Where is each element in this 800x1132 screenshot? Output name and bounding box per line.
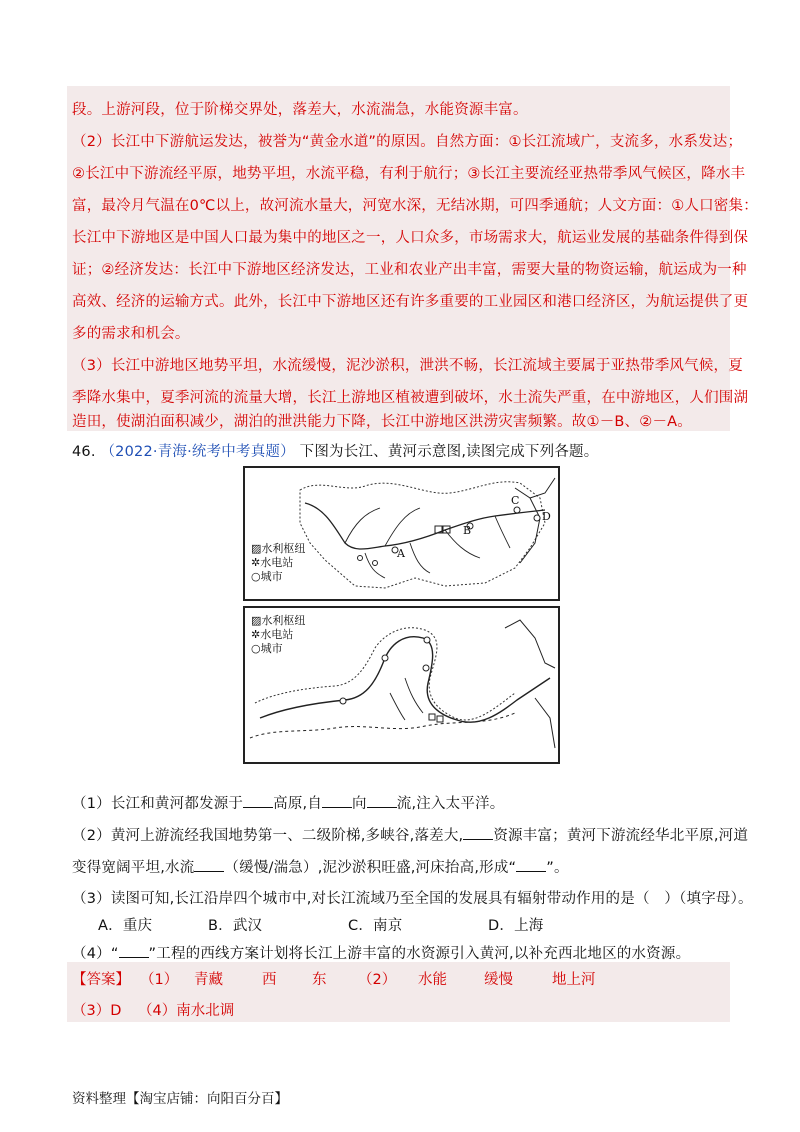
yellow-river-map — [243, 606, 560, 764]
map-label-a: A — [397, 547, 405, 560]
answer-line: 高效、经济的运输方式。此外，长江中下游地区还有许多重要的工业园区和港口经济区，为航运提供了更 — [72, 294, 749, 310]
answer-key-line-1: 【答案】 （1） 青藏 西 东 （2） 水能 缓慢 地上河 — [72, 968, 596, 989]
answer-tag: 【答案】 — [72, 972, 130, 988]
options-row — [98, 914, 543, 935]
legend-dam: ▨水利枢纽 — [251, 614, 306, 627]
legend — [251, 614, 305, 656]
blank[interactable] — [243, 793, 273, 808]
answer-line: 造田，使湖泊面积减少，湖泊的泄洪能力下降，长江中游地区洪涝灾害频繁。故①－B、②－A。 — [72, 414, 692, 430]
sub-question-2-line-2: 变得宽阔平坦,水流 （缓慢/湍急）,泥沙淤积旺盛,河床抬高,形成“ ”。 — [72, 856, 569, 877]
blank[interactable] — [119, 943, 149, 958]
sub-question-1: （1）长江和黄河都发源于 高原,自 向 流,注入太平洋。 — [72, 792, 504, 813]
hydro-station-icon: ✲ — [251, 628, 261, 641]
answer-line: 富，最冷月气温在0℃以上，故河流水量大，河宽水深，无结冰期，可四季通航；人文方面：①人口密集： — [72, 198, 758, 214]
option-c[interactable]: C．南京 — [348, 918, 403, 934]
answer-line: （2）长江中下游航运发达，被誉为“黄金水道”的原因。自然方面：①长江流域广，支流多，水系发达； — [72, 134, 743, 150]
question-header — [72, 440, 598, 461]
hydro-station-icon: ✲ — [251, 556, 261, 569]
question-number: 46. — [72, 444, 96, 460]
question-source: （2022·青海·统考中考真题） — [100, 444, 295, 460]
option-b[interactable]: B．武汉 — [208, 918, 263, 934]
dam-icon: ▨ — [251, 614, 262, 627]
answer-line: 季降水集中，夏季河流的流量大增，长江上游地区植被遭到破坏，水土流失严重，在中游地区，人们围湖 — [72, 390, 749, 406]
answer-line: （3）长江中游地区地势平坦，水流缓慢，泥沙淤积，泄洪不畅，长江流域主要属于亚热带季风气候，夏 — [72, 358, 743, 374]
map-label-c: C — [511, 494, 520, 507]
legend-hydro: ✲水电站 — [251, 556, 294, 569]
answer-line: 段。上游河段，位于阶梯交界处，落差大，水流湍急，水能资源丰富。 — [72, 102, 528, 118]
legend-hydro: ✲水电站 — [251, 628, 294, 641]
yangtze-map — [243, 466, 560, 601]
map-label-d: D — [542, 510, 551, 523]
question-stem: 下图为长江、黄河示意图,读图完成下列各题。 — [299, 444, 599, 460]
blank[interactable] — [194, 857, 224, 872]
dam-icon: ▨ — [251, 542, 262, 555]
city-icon: ○ — [251, 642, 261, 655]
answer-line: ②长江中下游流经平原，地势平坦，水流平稳，有利于航行；③长江主要流经亚热带季风气候区，降水丰 — [72, 166, 746, 182]
footer-note: 资料整理【淘宝店铺：向阳百分百】 — [72, 1091, 288, 1107]
sub-question-2-line-1: （2）黄河上游流经我国地势第一、二级阶梯,多峡谷,落差大, 资源丰富；黄河下游流经华北平原,河道 — [72, 824, 748, 845]
blank[interactable] — [516, 857, 546, 872]
option-d[interactable]: D．上海 — [488, 918, 544, 934]
sub-question-4: （4）“ ”工程的西线方案计划将长江上游丰富的水资源引入黄河,以补充西北地区的水资源。 — [72, 942, 690, 963]
blank[interactable] — [322, 793, 352, 808]
answer-key-line-2: （3）D （4）南水北调 — [72, 1003, 235, 1019]
option-a[interactable]: A．重庆 — [98, 918, 153, 934]
blank[interactable] — [367, 793, 397, 808]
city-icon: ○ — [251, 570, 261, 583]
legend-dam: ▨水利枢纽 — [251, 542, 306, 555]
legend — [251, 542, 305, 584]
sub-question-3: （3）读图可知,长江沿岸四个城市中,对长江流域乃至全国的发展具有辐射带动作用的是（ ）（填字母）。 — [72, 891, 753, 907]
answer-line: 多的需求和机会。 — [72, 326, 190, 342]
legend-city: ○城市 — [251, 642, 283, 655]
answer-line: 证；②经济发达：长江中下游地区经济发达，工业和农业产出丰富，需要大量的物资运输，航运成为一种 — [72, 262, 747, 278]
map-label-b: B — [463, 524, 472, 537]
answer-line: 长江中下游地区是中国人口最为集中的地区之一，人口众多，市场需求大，航运业发展的基础条件得到保 — [72, 230, 749, 246]
legend-city: ○城市 — [251, 570, 283, 583]
blank[interactable] — [463, 825, 493, 840]
